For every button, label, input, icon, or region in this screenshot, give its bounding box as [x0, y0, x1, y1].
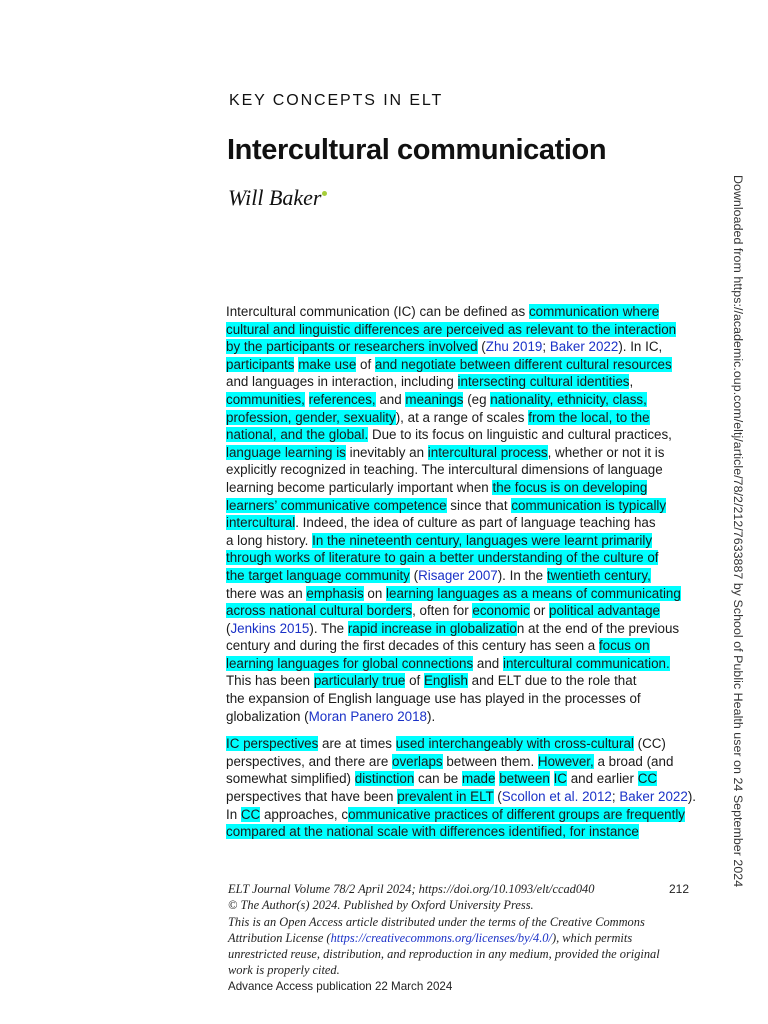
body-text: perspectives that have been [226, 789, 398, 805]
body-text: ). In the [497, 567, 547, 583]
highlighted-text: particularly true [313, 673, 406, 689]
text-line [226, 514, 696, 532]
text-line [226, 444, 696, 462]
text-line [226, 549, 696, 567]
license-text: ), which permits [551, 930, 633, 945]
body-text: , [629, 374, 634, 390]
body-text: can be [414, 771, 462, 787]
highlighted-text: communication is typically [511, 497, 667, 513]
body-text: learning become particularly important when [226, 479, 493, 495]
text-line [226, 788, 696, 806]
text-line [226, 303, 696, 321]
text-line [226, 321, 696, 339]
text-line [226, 770, 696, 788]
text-line [226, 672, 696, 690]
citation-link[interactable]: Risager 2007 [418, 567, 498, 583]
highlighted-text: In the nineteenth century, languages were learnt primarily [312, 532, 653, 548]
body-paragraph [226, 303, 696, 725]
highlighted-text: economic [472, 603, 530, 619]
highlighted-text: meanings [405, 391, 464, 407]
body-text: ( [477, 339, 486, 355]
highlighted-text: prevalent in ELT [397, 789, 494, 805]
highlighted-text: distinction [354, 771, 415, 787]
highlighted-text: nationality, ethnicity, class, [490, 391, 647, 407]
body-text: and [473, 655, 503, 671]
highlighted-text: learning languages as a means of communicating [386, 585, 681, 601]
highlighted-text: communication where [528, 304, 660, 319]
highlighted-text: references, [308, 391, 376, 407]
body-text: ), at a range of scales [395, 409, 529, 425]
body-text: a long history. [226, 532, 313, 548]
highlighted-text: However, [537, 753, 594, 769]
text-line [226, 735, 696, 753]
citation-link[interactable]: Baker 2022 [549, 339, 619, 355]
highlighted-text: intercultural process [427, 444, 548, 460]
text-line [226, 479, 696, 497]
body-text: century and during the first decades of this century has seen a [226, 638, 599, 654]
highlighted-text: CC [637, 771, 658, 787]
highlighted-text: language learning is [226, 444, 346, 460]
download-notice: Downloaded from https://academic.oup.com/eltj/article/78/2/212/7633887 by School of Public Health user on 24 September 2024 [731, 175, 745, 888]
body-text: of [405, 673, 424, 689]
text-line [226, 391, 696, 409]
text-line [226, 356, 696, 374]
author-line [228, 185, 327, 211]
page-number: 212 [669, 882, 690, 896]
highlighted-text: intercultural [226, 515, 296, 531]
body-paragraph [226, 735, 696, 841]
body-text: since that [446, 497, 512, 513]
highlighted-text: by the participants or researchers involved [226, 339, 478, 355]
body-text: and ELT due to the role that [467, 673, 637, 689]
article-body [226, 303, 696, 841]
body-text: (eg [463, 391, 491, 407]
highlighted-text: and negotiate between different cultural resources [374, 356, 672, 372]
highlighted-text: across national cultural borders [226, 603, 413, 619]
body-text: between them. [442, 753, 538, 769]
highlighted-text: focus on [598, 638, 650, 654]
body-text: This has been [226, 673, 314, 689]
license-line-1: This is an Open Access article distributed under the terms of the Creative Commons [228, 914, 645, 929]
text-line [226, 338, 696, 356]
body-text: In [226, 806, 241, 822]
text-line [226, 567, 696, 585]
highlighted-text: participants [226, 356, 295, 372]
body-text: , often for [412, 603, 473, 619]
body-text: , whether or not it is [547, 444, 665, 460]
highlighted-text: used interchangeably with cross-cultural [395, 736, 634, 752]
text-line [226, 753, 696, 771]
body-text: ( [226, 620, 231, 636]
highlighted-text: CC [240, 806, 261, 822]
body-text: inevitably an [345, 444, 428, 460]
highlighted-text: profession, gender, sexuality [226, 409, 396, 425]
license-line-4: work is properly cited. [228, 963, 340, 978]
highlighted-text: IC perspectives [226, 736, 319, 752]
body-text: and [375, 391, 406, 407]
license-line-2 [228, 930, 688, 946]
body-text: ( [409, 567, 419, 583]
body-text: explicitly recognized in teaching. The intercultural dimensions of language [226, 462, 663, 478]
text-line [226, 532, 696, 550]
highlighted-text: English [424, 673, 468, 689]
body-text: and earlier [566, 771, 638, 787]
text-line [226, 585, 696, 603]
highlighted-text: ommunicative practices of different groups are frequently [348, 806, 686, 822]
body-text: approaches, c [260, 806, 349, 822]
body-text: ). [427, 708, 436, 724]
highlighted-text: rapid increase in globalizatio [347, 620, 517, 636]
body-text: ; [611, 789, 620, 805]
body-text: ; [542, 339, 550, 355]
body-text: ). The [309, 620, 348, 636]
highlighted-text: through works of literature to gain a better understanding of the culture of [226, 550, 659, 566]
section-kicker: KEY CONCEPTS IN ELT [229, 92, 444, 109]
text-line [226, 426, 696, 444]
highlighted-text: intersecting cultural identities [457, 374, 630, 390]
highlighted-text: twentieth century, [546, 567, 651, 583]
article-footer [228, 881, 688, 995]
copyright-line: © The Author(s) 2024. Published by Oxford University Press. [228, 898, 534, 913]
highlighted-text: between [499, 771, 550, 787]
body-text: (CC) [633, 736, 666, 752]
advance-access-line: Advance Access publication 22 March 2024 [228, 979, 453, 993]
text-line [226, 655, 696, 673]
highlighted-text: communities, [226, 391, 305, 407]
text-line [226, 708, 696, 726]
highlighted-text: learners’ communicative competence [226, 497, 447, 513]
license-text: Attribution License ( [228, 930, 331, 945]
text-line [226, 823, 696, 841]
license-line-3: unrestricted reuse, distribution, and reproduction in any medium, provided the original [228, 947, 660, 962]
article-title: Intercultural communication [227, 134, 607, 166]
body-text: somewhat simplified) [226, 771, 355, 787]
text-line [226, 690, 696, 708]
highlighted-text: IC [553, 771, 567, 787]
body-text: n at the end of the previous [516, 620, 680, 636]
body-text: perspectives, and there are [226, 753, 392, 769]
highlighted-text: learning languages for global connections [226, 655, 474, 671]
citation-link[interactable]: Baker 2022 [619, 789, 688, 805]
text-line [226, 373, 696, 391]
highlighted-text: compared at the national scale with differences identified, for instance [226, 824, 639, 840]
text-line [226, 620, 696, 638]
text-line [226, 461, 696, 479]
citation-link[interactable]: Scollon et al. 2012 [501, 789, 612, 805]
highlighted-text: national, and the global. [226, 427, 369, 443]
body-text [550, 771, 554, 786]
citation-link[interactable]: Jenkins 2015 [230, 620, 310, 636]
body-text: globalization ( [226, 708, 309, 724]
text-line [226, 497, 696, 515]
body-text: the expansion of English language use has played in the processes of [226, 691, 641, 707]
orcid-icon[interactable] [322, 191, 327, 196]
highlighted-text: overlaps [392, 753, 443, 769]
body-text: ( [493, 789, 502, 805]
body-text: a broad (and [593, 753, 674, 769]
body-text: ). In IC, [618, 339, 663, 355]
highlighted-text: cultural and linguistic differences are perceived as relevant to the interaction [226, 321, 677, 337]
body-text: Intercultural communication (IC) can be defined as [226, 304, 529, 319]
citation-link[interactable]: Moran Panero 2018 [308, 708, 428, 724]
highlighted-text: the focus is on developing [492, 479, 648, 495]
journal-citation: ELT Journal Volume 78/2 April 2024; https://doi.org/10.1093/elt/ccad040 [228, 882, 595, 896]
highlighted-text: from the local, to the [528, 409, 650, 425]
highlighted-text: make use [298, 356, 357, 372]
citation-link[interactable]: Zhu 2019 [485, 339, 543, 355]
highlighted-text: the target language community [226, 567, 410, 583]
highlighted-text: emphasis [306, 585, 364, 601]
body-text: ). [687, 789, 697, 805]
highlighted-text: made [461, 771, 496, 787]
body-text: on [363, 585, 387, 601]
body-text: are at times [318, 736, 396, 752]
highlighted-text: political advantage [549, 603, 660, 619]
body-text: and languages in interaction, including [226, 374, 458, 390]
author-name: Will Baker [228, 185, 322, 210]
text-line [226, 806, 696, 824]
body-text: there was an [226, 585, 307, 601]
highlighted-text: intercultural communication. [502, 655, 670, 671]
text-line [226, 409, 696, 427]
text-line [226, 602, 696, 620]
license-link[interactable]: https://creativecommons.org/licenses/by/4.0/ [330, 930, 552, 945]
body-text: or [529, 603, 550, 619]
body-text: Due to its focus on linguistic and cultural practices, [368, 427, 672, 443]
body-text: . Indeed, the idea of culture as part of language teaching has [295, 515, 656, 531]
text-line [226, 637, 696, 655]
body-text: of [356, 356, 375, 372]
